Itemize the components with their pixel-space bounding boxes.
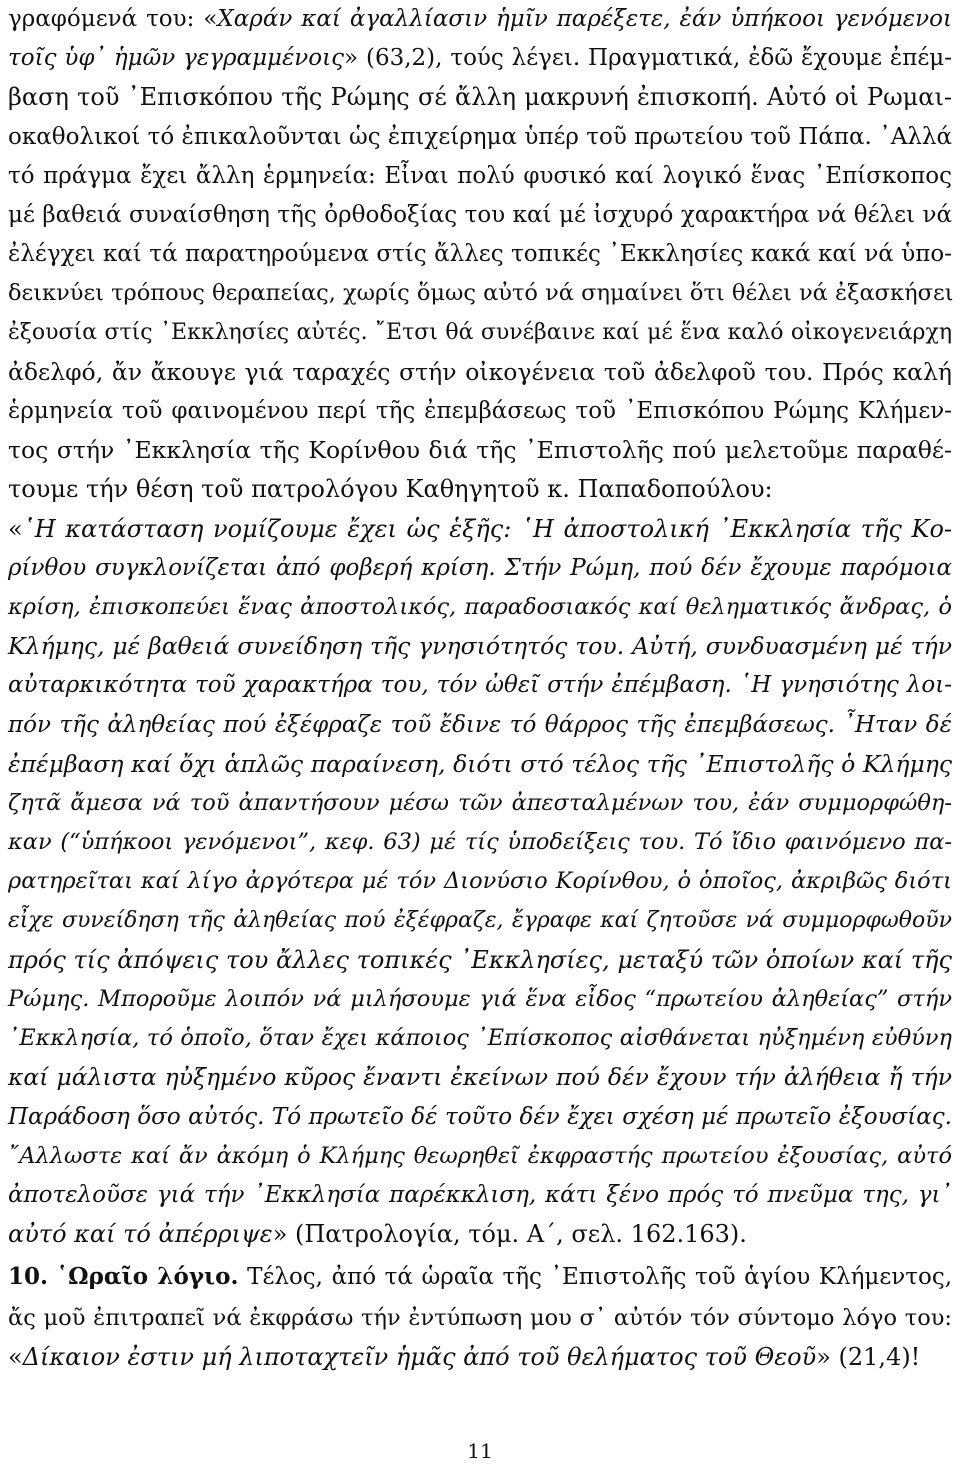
text-line: [8, 435, 952, 465]
text-line: [8, 161, 952, 191]
page-number: 11: [467, 1439, 493, 1463]
text-run: » (Πατρολογία, τόμ. Α΄, σελ. 162.163).: [272, 1220, 747, 1249]
text-run: δεικνύει τρόπους θεραπείας, χωρίς ὅμως αὐτό νά σημαίνει ὅτι θέλει νά ἐξασκήσει: [8, 280, 954, 307]
section-heading: ῾Ωραῖο λόγιο.: [56, 1263, 239, 1290]
text-line: [8, 945, 952, 975]
text-line: [8, 357, 952, 387]
text-line: [8, 1023, 952, 1053]
text-line: [8, 396, 952, 426]
text-line: [8, 278, 952, 308]
italic-text: καί μάλιστα ηὐξημένο κῦρος ἔναντι ἐκείνων πού δέν ἔχουν τήν ἀλήθεια ἤ τήν: [8, 1063, 952, 1092]
text-line: [8, 1180, 952, 1210]
italic-text: ῾Η κατάσταση νομίζουμε ἔχει ὡς ἑξῆς: ῾Η ἀποστολική ᾽Εκκλησία τῆς Κο-: [22, 514, 952, 543]
italic-text: Ρώμης. Μποροῦμε λοιπόν νά μιλήσουμε γιά ἕνα εἶδος “πρωτείου ἀληθείας” στήν: [8, 986, 952, 1012]
text-line: [8, 710, 952, 740]
text-line: [8, 984, 952, 1014]
text-line: [8, 514, 952, 544]
text-run: «: [8, 1343, 23, 1371]
text-line: [8, 906, 952, 936]
text-line: [8, 1141, 952, 1171]
text-run: » (21,4)!: [816, 1343, 921, 1371]
text-run: μέ βαθειά συναίσθηση τῆς ὀρθοδοξίας του καί μέ ἰσχυρό χαρακτήρα νά θέλει νά: [8, 202, 952, 228]
italic-text: ᾽Εκκλησία, τό ὁποῖο, ὅταν ἔχει κάποιος ᾽Επίσκοπος αἰσθάνεται ηὐξημένη εὐθύνη: [8, 1025, 952, 1052]
italic-text: Παράδοση ὅσο αὐτός. Τό πρωτεῖο δέ τοῦτο δέν ἔχει σχέση μέ πρωτεῖο ἐξουσίας.: [8, 1103, 952, 1130]
italic-text: καν (“ὑπήκοοι γενόμενοι”, κεφ. 63) μέ τίς ὑποδείξεις του. Τό ἴδιο φαινόμενο πα-: [8, 829, 952, 856]
italic-text: ρατηρεῖται καί λίγο ἀργότερα μέ τόν Διονύσιο Κορίνθου, ὁ ὁποῖος, ἀκριβῶς διότι: [8, 868, 952, 895]
text-line: [8, 788, 952, 818]
text-line: [8, 318, 952, 348]
text-line: [8, 592, 952, 622]
text-run: ἑρμηνεία τοῦ φαινομένου περί τῆς ἐπεμβάσεως τοῦ ᾽Επισκόπου Ρώμης Κλήμεν-: [8, 398, 952, 424]
italic-text: ζητᾶ ἄμεσα νά τοῦ ἀπαντήσουν μέσω τῶν ἀπεσταλμένων του, ἐάν συμμορφώθη-: [8, 790, 952, 816]
italic-text: ἐπέμβαση καί ὄχι ἁπλῶς παραίνεση, διότι στό τέλος τῆς ᾽Επιστολῆς ὁ Κλήμης: [8, 749, 952, 778]
text-run: ἄς μοῦ ἐπιτραπεῖ νά ἐκφράσω τήν ἐντύπωση μου σ᾽ αὐτόν τόν σύντομο λόγο του:: [8, 1305, 952, 1331]
text-run: ἐξουσία στίς ᾽Εκκλησίες αὐτές. ῎Ετσι θά συνέβαινε καί μέ ἕνα καλό οἰκογενειάρχη: [8, 319, 952, 345]
italic-text: αὐτό καί τό ἀπέρριψε: [8, 1220, 273, 1249]
text-run: ἐλέγχει καί τά παρατηρούμενα στίς ἄλλες τοπικές ᾽Εκκλησίες κακά καί νά ὑπο-: [8, 241, 952, 268]
text-run: οκαθολικοί τό ἐπικαλοῦνται ὡς ἐπιχείρημα ὑπέρ τοῦ πρωτείου τοῦ Πάπα. ᾽Αλλά: [8, 123, 952, 150]
text-line: [8, 553, 952, 583]
text-run: Τέλος, ἀπό τά ὡραῖα τῆς ᾽Επιστολῆς τοῦ ἁγίου Κλήμεντος,: [247, 1264, 953, 1290]
italic-text: εἶχε συνείδηση τῆς ἀληθείας πού ἐξέφραζε, ἔγραφε καί ζητοῦσε νά συμμορφωθοῦν: [8, 907, 952, 933]
italic-text: Κλήμης, μέ βαθειά συνείδηση τῆς γνησιότητός του. Αὐτή, συνδυασμένη μέ τήν: [8, 632, 952, 661]
text-line: [8, 670, 952, 700]
text-run: τουμε τήν θέση τοῦ πατρολόγου Καθηγητοῦ κ. Παπαδοπούλου:: [8, 475, 773, 504]
text-line: [8, 827, 952, 857]
text-run: «: [8, 514, 23, 543]
section-heading-line: [8, 1262, 952, 1292]
italic-text: τοῖς ὑφ᾽ ἡμῶν γεγραμμένοις: [8, 45, 345, 72]
text-line: [8, 1219, 952, 1249]
italic-text: ἀποτελοῦσε γιά τήν ᾽Εκκλησία παρέκκλιση, κάτι ξένο πρός τό πνεῦμα της, γι᾽: [8, 1182, 952, 1208]
text-line: [8, 749, 952, 779]
text-line: [8, 82, 952, 112]
text-line: [8, 1303, 952, 1333]
section-number: 10.: [8, 1263, 49, 1290]
text-line: [8, 43, 952, 73]
text-line: [8, 239, 952, 269]
text-line: [8, 866, 952, 896]
italic-text: πρός τίς ἀπόψεις του ἄλλες τοπικές ᾽Εκκλησίες, μεταξύ τῶν ὁποίων καί τῆς: [8, 945, 952, 974]
text-line: [8, 200, 952, 230]
italic-text: κρίση, ἐπισκοπεύει ἕνας ἀποστολικός, παραδοσιακός καί θεληματικός ἄνδρας, ὁ: [8, 594, 952, 620]
italic-text: ῎Αλλωστε καί ἄν ἀκόμη ὁ Κλήμης θεωρηθεῖ ἐκφραστής πρωτείου ἐξουσίας, αὐτό: [8, 1142, 952, 1169]
text-line: [8, 1102, 952, 1132]
text-line: [8, 122, 952, 152]
text-line: [8, 1342, 952, 1372]
text-run: » (63,2), τούς λέγει. Πραγματικά, ἐδῶ ἔχουμε ἐπέμ-: [344, 45, 952, 72]
italic-text: πόν τῆς ἀληθείας πού ἐξέφραζε τοῦ ἔδινε τό θάρρος τῆς ἐπεμβάσεως. ῏Ηταν δέ: [8, 711, 952, 738]
text-run: βαση τοῦ ᾽Επισκόπου τῆς Ρώμης σέ ἄλλη μακρυνή ἐπισκοπή. Αὐτό οἱ Ρωμαι-: [8, 83, 952, 112]
text-line: [8, 631, 952, 661]
text-line: [8, 1062, 952, 1092]
text-run: γραφόμενά του: «: [8, 6, 218, 32]
italic-text: ρίνθου συγκλονίζεται ἀπό φοβερή κρίση. Στήν Ρώμη, πού δέν ἔχουμε παρόμοια: [8, 554, 952, 581]
text-line: [8, 474, 952, 504]
text-run: τος στήν ᾽Εκκλησία τῆς Κορίνθου διά τῆς ᾽Επιστολῆς πού μελετοῦμε παραθέ-: [8, 436, 952, 465]
text-run: ἀδελφό, ἄν ἄκουγε γιά ταραχές στήν οἰκογένεια τοῦ ἀδελφοῦ του. Πρός καλή: [8, 357, 952, 386]
italic-text: Χαράν καί ἀγαλλίασιν ἡμῖν παρέξετε, ἐάν ὑπήκοοι γενόμενοι: [217, 6, 952, 32]
italic-text: Δίκαιον ἐστιν μή λιποταχτεῖν ἡμᾶς ἀπό τοῦ θελήματος τοῦ Θεοῦ: [22, 1343, 817, 1371]
italic-text: αὐταρκικότητα τοῦ χαρακτήρα του, τόν ὠθεῖ στήν ἐπέμβαση. ῾Η γνησιότης λοι-: [8, 672, 952, 699]
text-run: τό πράγμα ἔχει ἄλλη ἑρμηνεία: Εἶναι πολύ φυσικό καί λογικό ἕνας ᾽Επίσκοπος: [8, 162, 952, 189]
text-line: [8, 4, 952, 34]
